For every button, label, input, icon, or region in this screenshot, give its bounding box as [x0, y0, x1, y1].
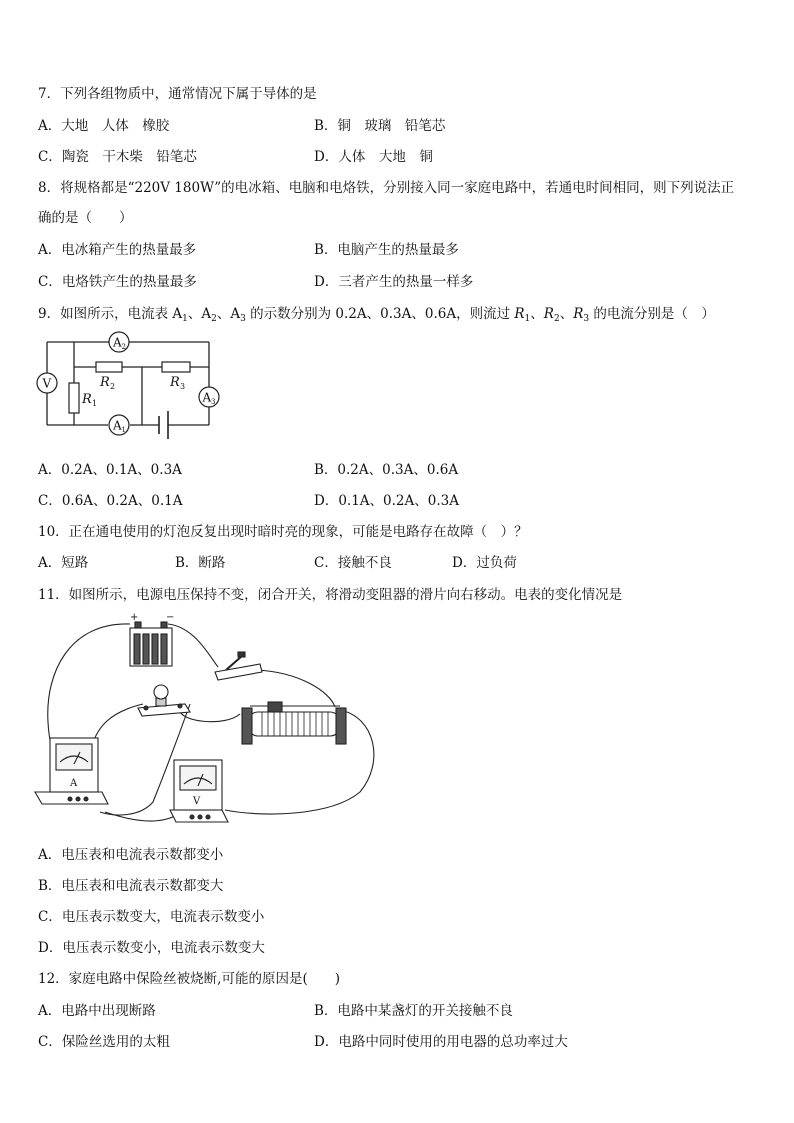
svg-text:A: A — [113, 418, 122, 433]
svg-text:3: 3 — [180, 382, 186, 391]
q11-stem: 11．如图所示，电源电压保持不变，闭合开关，将滑动变阻器的滑片向右移动。电表的变化情况是 — [38, 587, 623, 603]
svg-text:R: R — [82, 392, 92, 407]
svg-text:2: 2 — [110, 382, 116, 391]
q12-option-b: B．电路中某盏灯的开关接触不良 — [314, 1003, 513, 1019]
svg-text:+: + — [130, 612, 139, 623]
q8-option-a: A．电冰箱产生的热量最多 — [38, 242, 197, 258]
svg-text:−: − — [166, 612, 175, 623]
q10-option-d: D．过负荷 — [452, 555, 517, 571]
q7-option-c: C．陶瓷 干木柴 铅笔芯 — [38, 149, 197, 165]
svg-text:V: V — [42, 376, 52, 391]
q9-option-d: D．0.1A、0.2A、0.3A — [314, 493, 459, 509]
q9-option-a: A．0.2A、0.1A、0.3A — [38, 462, 182, 478]
rheostat-illustration — [242, 702, 346, 744]
svg-text:2: 2 — [121, 343, 126, 351]
q11-option-a: A．电压表和电流表示数都变小 — [38, 847, 224, 863]
q7-stem: 7．下列各组物质中，通常情况下属于导体的是 — [38, 86, 317, 102]
q7-option-b: B．铜 玻璃 铅笔芯 — [314, 118, 446, 134]
svg-text:R: R — [100, 375, 110, 390]
voltmeter-illustration — [170, 760, 228, 822]
resistor-r1-symbol — [69, 383, 79, 413]
q8-option-c: C．电烙铁产生的热量最多 — [38, 274, 197, 290]
svg-text:3: 3 — [211, 398, 216, 406]
svg-text:1: 1 — [92, 399, 98, 408]
q9-option-b: B．0.2A、0.3A、0.6A — [314, 462, 459, 478]
svg-text:V: V — [193, 796, 201, 807]
q11-circuit-illustration — [30, 612, 390, 837]
switch-illustration — [215, 652, 262, 680]
q12-option-a: A．电路中出现断路 — [38, 1003, 156, 1019]
q9-option-c: C．0.6A、0.2A、0.1A — [38, 493, 183, 509]
q9-circuit-diagram — [34, 330, 224, 442]
q11-option-c: C．电压表示数变大，电流表示数变小 — [38, 909, 265, 925]
q11-option-d: D．电压表示数变小，电流表示数变大 — [38, 940, 265, 956]
q10-stem: 10．正在通电使用的灯泡反复出现时暗时亮的现象，可能是电路存在故障（ ）？ — [38, 524, 528, 540]
ammeter-illustration — [35, 738, 108, 804]
svg-text:R: R — [170, 375, 180, 390]
q7-option-d: D．人体 大地 铜 — [314, 149, 433, 165]
svg-text:A: A — [70, 778, 78, 789]
q7-option-a: A．大地 人体 橡胶 — [38, 118, 170, 134]
svg-text:1: 1 — [121, 426, 126, 434]
q9-stem: 9．如图所示，电流表 $A_1$、$A_2$、$A_3$ 的示数分别为 0.2A、0.3A、0.6A，则流过 $R_1$、$R_2$、$R_3$ 的电流分别是（ ） — [38, 306, 715, 324]
q12-option-c: C．保险丝选用的太粗 — [38, 1034, 170, 1050]
q8-option-d: D．三者产生的热量一样多 — [314, 274, 474, 290]
q8-stem-line1: 8．将规格都是“220V 180W”的电冰箱、电脑和电烙铁，分别接入同一家庭电路中，若通电时间相同，则下列说法正 — [38, 180, 735, 196]
resistor-r2-symbol — [96, 362, 122, 372]
svg-text:A: A — [113, 335, 122, 350]
q8-stem-line2: 确的是（ ） — [38, 210, 133, 226]
svg-text:A: A — [202, 390, 212, 405]
resistor-r3-symbol — [162, 362, 190, 372]
q10-option-c: C．接触不良 — [314, 555, 392, 571]
q11-option-b: B．电压表和电流表示数都变大 — [38, 878, 224, 894]
q8-option-b: B．电脑产生的热量最多 — [314, 242, 459, 258]
q10-option-a: A．短路 — [38, 555, 89, 571]
q12-stem: 12．家庭电路中保险丝被烧断,可能的原因是( ) — [38, 971, 341, 987]
battery-illustration — [130, 622, 172, 666]
q12-option-d: D．电路中同时使用的用电器的总功率过大 — [314, 1034, 568, 1050]
lamp-illustration — [138, 685, 190, 716]
q10-option-b: B．断路 — [175, 555, 226, 571]
